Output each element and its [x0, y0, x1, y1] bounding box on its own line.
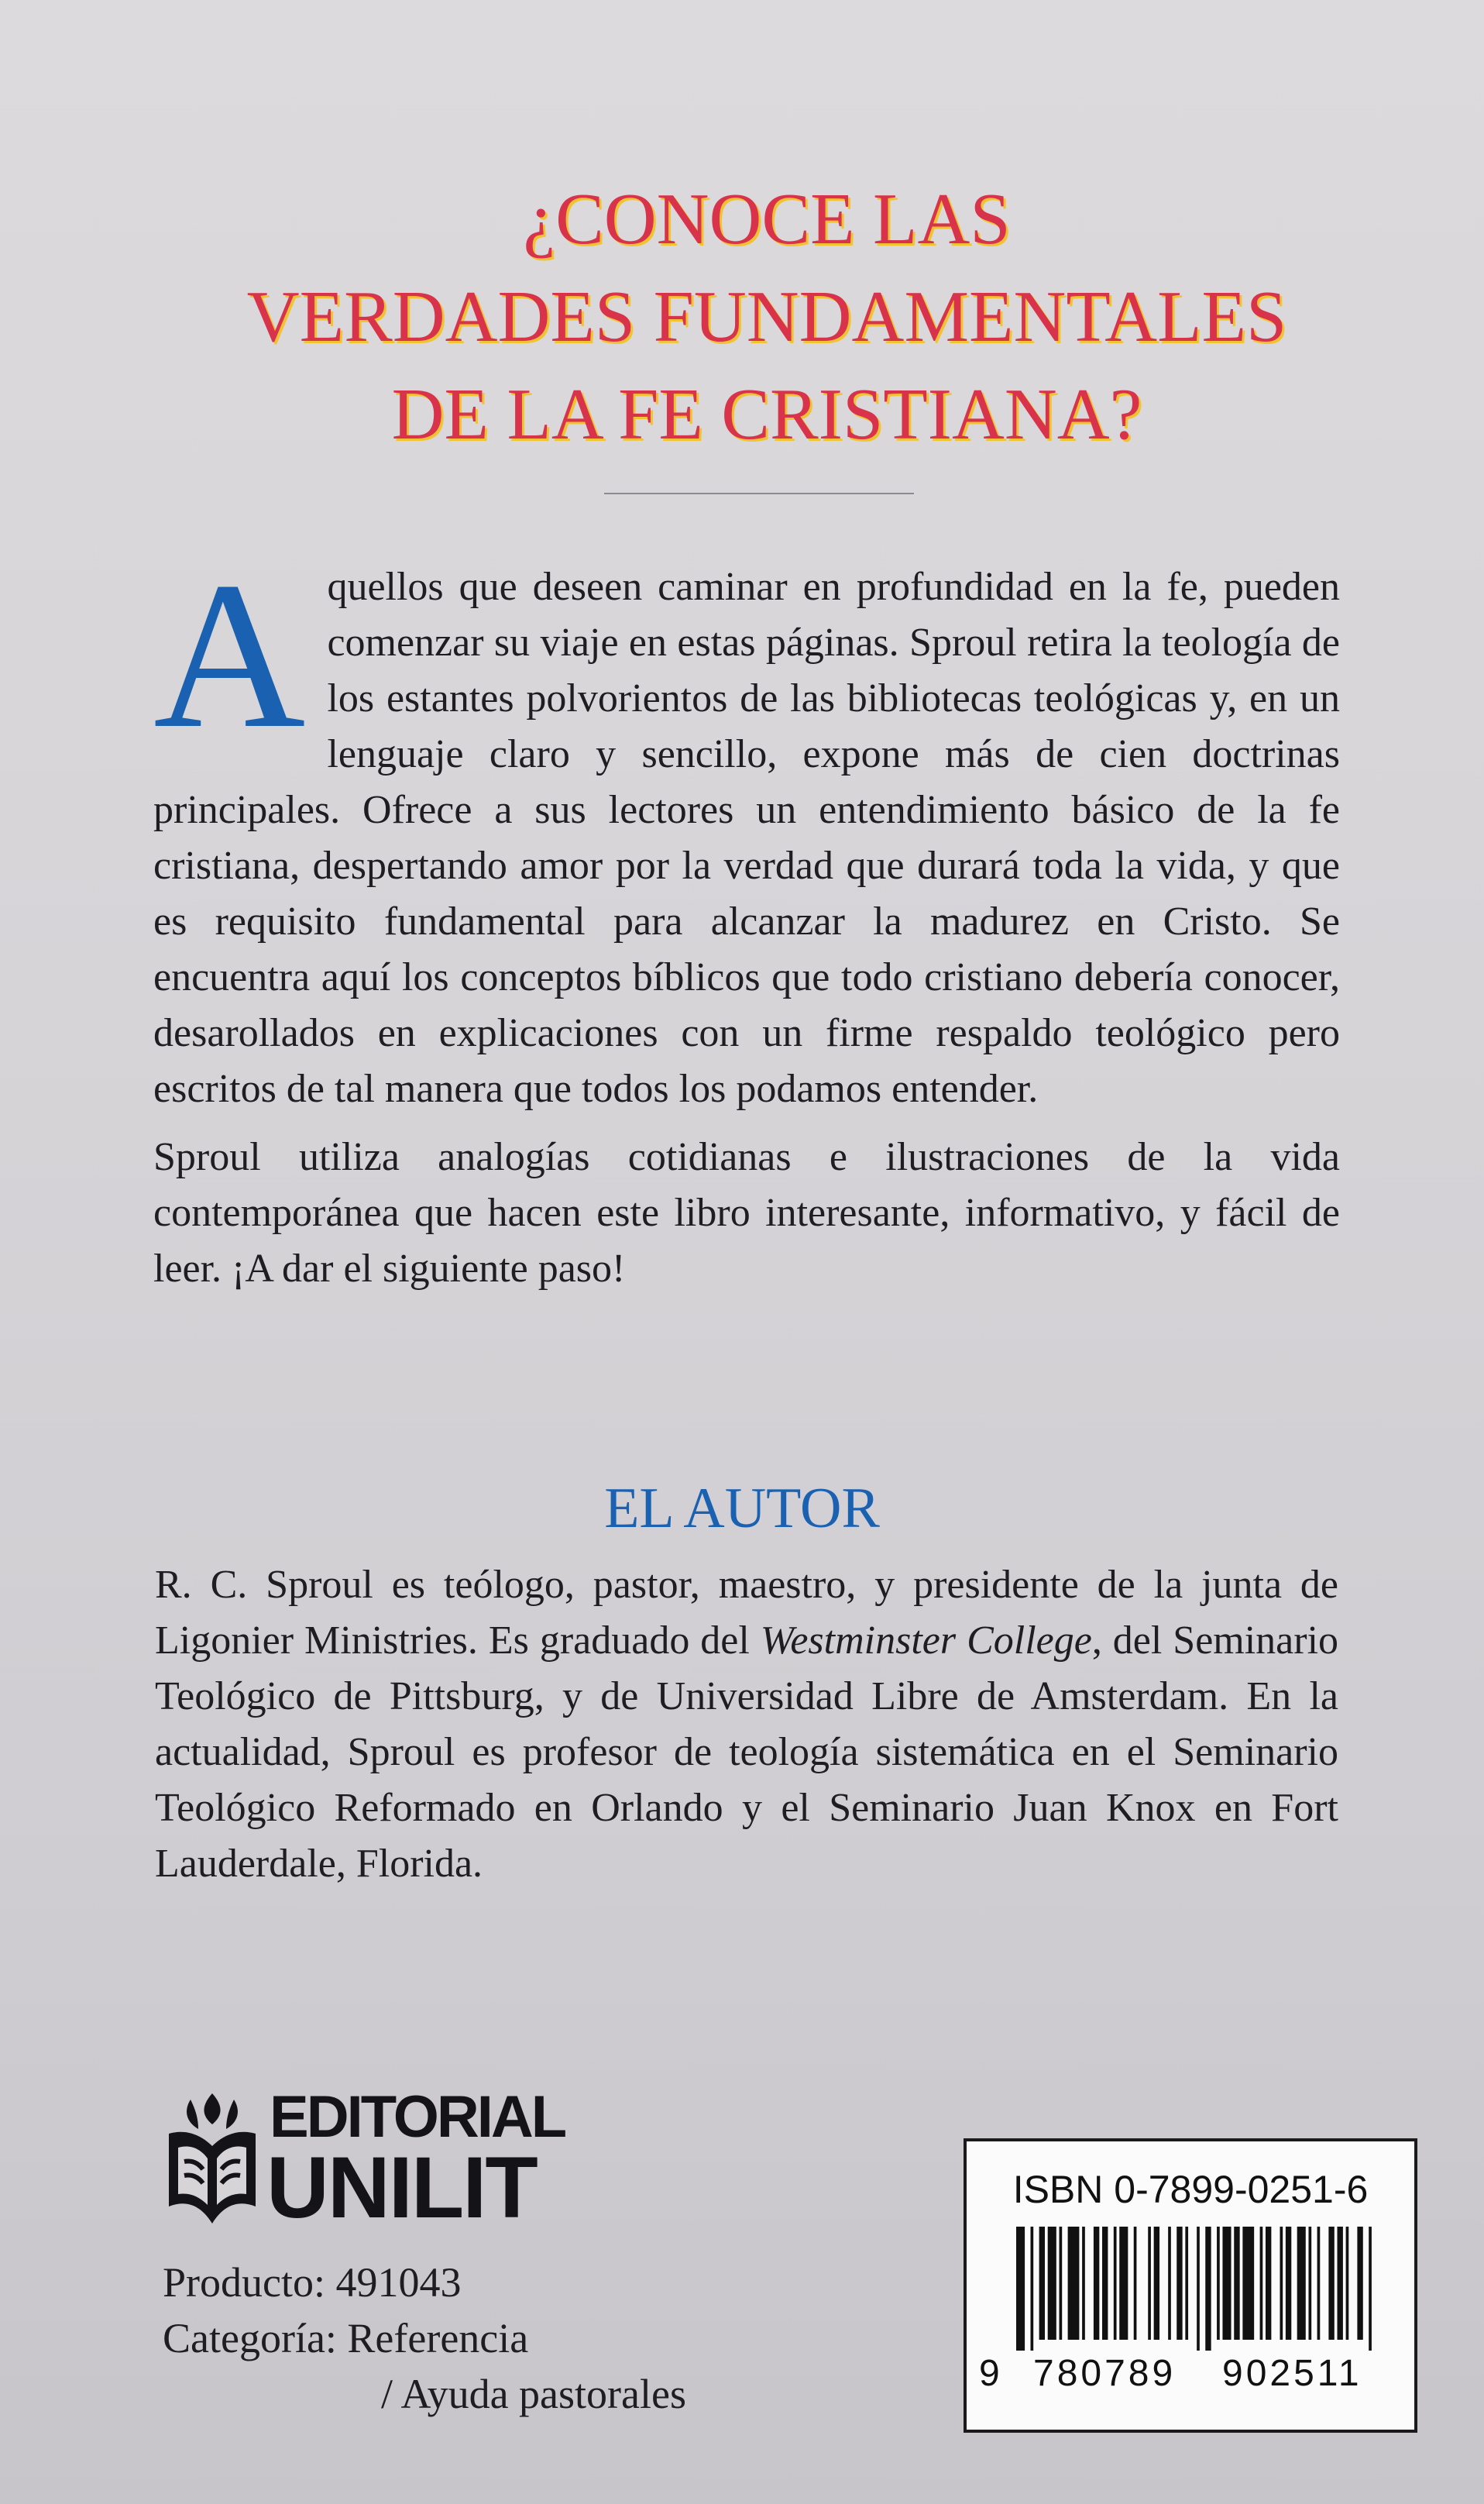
barcode-bar: [1016, 2227, 1025, 2351]
barcode-bar: [1148, 2227, 1151, 2340]
barcode-bar: [1357, 2227, 1362, 2340]
barcode-bar: [1328, 2227, 1334, 2340]
barcode-bar: [1102, 2227, 1108, 2340]
barcode-bar: [1119, 2227, 1128, 2340]
barcode-bar: [1060, 2227, 1063, 2340]
barcode-bar: [1094, 2227, 1099, 2340]
barcode-digit-group-2: 902511: [1222, 2353, 1362, 2394]
product-number: Producto: 491043: [163, 2259, 462, 2306]
description-paragraph-2: Sproul utiliza analogías cotidianas e ilustraciones de la vida contemporánea que hacen este libro interesante, informativo, y fácil de leer. ¡A dar el siguiente paso!: [153, 1135, 1340, 1291]
barcode-bar: [1280, 2227, 1283, 2340]
barcode-digit-group-1: 780789: [1033, 2353, 1177, 2394]
publisher-logo: [164, 2084, 565, 2239]
author-bio-college: Westminster College: [760, 1618, 1092, 1663]
barcode-bar: [1114, 2227, 1117, 2340]
barcode-bar: [1217, 2227, 1220, 2340]
barcode-bar: [1260, 2227, 1263, 2340]
author-bio-part-2: , del Seminario Teológico de Pittsburg, y de Universidad Libre de Amsterdam. En la actualidad, Sproul es profesor de teología sistemática en el Seminario Teológico Reformado en Orlando y el Seminario Juan Knox en Fort Lauderdale, Florida.: [155, 1618, 1339, 1886]
barcode-bar: [1234, 2227, 1239, 2340]
product-info: [163, 2255, 829, 2422]
headline-line-1: ¿CONOCE LAS: [523, 179, 1011, 260]
book-flame-logo-icon: [164, 2090, 260, 2230]
divider-rule: [604, 493, 914, 494]
author-bio-part-1: R. C. Sproul es teólogo, pastor, maestro, y presidente de la junta de Ligonier Ministries. Es graduado del: [155, 1563, 1338, 1663]
barcode-bar: [1031, 2227, 1034, 2351]
barcode-bar: [1346, 2227, 1349, 2340]
barcode-bar: [1308, 2227, 1311, 2340]
headline-line-2: VERDADES FUNDAMENTALES: [246, 277, 1287, 357]
barcode-bar: [1266, 2227, 1271, 2340]
barcode-bar: [1297, 2227, 1306, 2340]
headline-line-3: DE LA FE CRISTIANA?: [391, 374, 1142, 455]
publisher-logo-line-1: EDITORIAL: [270, 2084, 565, 2150]
barcode-bar: [1068, 2227, 1080, 2340]
barcode-bar: [1222, 2227, 1231, 2340]
headline: [124, 170, 1410, 463]
barcode-bar: [1048, 2227, 1056, 2340]
barcode-bar: [1185, 2227, 1188, 2340]
barcode-bar: [1082, 2227, 1085, 2340]
barcode-bar: [1177, 2227, 1182, 2340]
barcode-digit-first: 9: [979, 2353, 1000, 2394]
product-category: Categoría: Referencia: [163, 2315, 529, 2361]
publisher-logo-line-2: UNILIT: [266, 2139, 537, 2236]
author-bio: [155, 1557, 1338, 1892]
barcode-bar: [1286, 2227, 1291, 2340]
barcode-bar: [1205, 2227, 1211, 2351]
drop-cap: A: [153, 538, 306, 772]
barcode-bar: [1134, 2227, 1137, 2340]
description-paragraph-1: [153, 538, 1340, 1117]
author-heading: EL AUTOR: [604, 1477, 880, 1540]
barcode-bar: [1039, 2227, 1045, 2340]
description-paragraph-1-text: quellos que deseen caminar en profundidad en la fe, pueden comenzar su viaje en estas páginas. Sproul retira la teología de los estantes polvorientos de las bibliotecas teológicas y, en un lenguaje claro y sencillo, expone más de cien doctrinas principales. Ofrece a sus lectores un entendimiento básico de la fe cristiana, despertando amor por la verdad que durará toda la vida, y que es requisito fundamental para alcanzar la madurez en Cristo. Se encuentra aquí los conceptos bíblicos que todo cristiano debería conocer, desarollados en explicaciones con un firme respaldo teológico pero escritos de tal manera que todos los podamos entender.: [153, 565, 1340, 1111]
product-category-sub: / Ayuda pastorales: [381, 2371, 686, 2417]
description: [153, 538, 1340, 1297]
barcode-bar: [1317, 2227, 1321, 2340]
barcode-bar: [1197, 2227, 1200, 2351]
barcode-bar: [1168, 2227, 1171, 2340]
barcode-bar: [1369, 2227, 1372, 2351]
barcode-bar: [1154, 2227, 1159, 2340]
isbn-number: ISBN 0-7899-0251-6: [1012, 2168, 1369, 2211]
barcode-box: [964, 2138, 1417, 2433]
barcode-bar: [1337, 2227, 1342, 2340]
barcode-bar: [1242, 2227, 1254, 2340]
barcode-bars: [1016, 2227, 1380, 2351]
